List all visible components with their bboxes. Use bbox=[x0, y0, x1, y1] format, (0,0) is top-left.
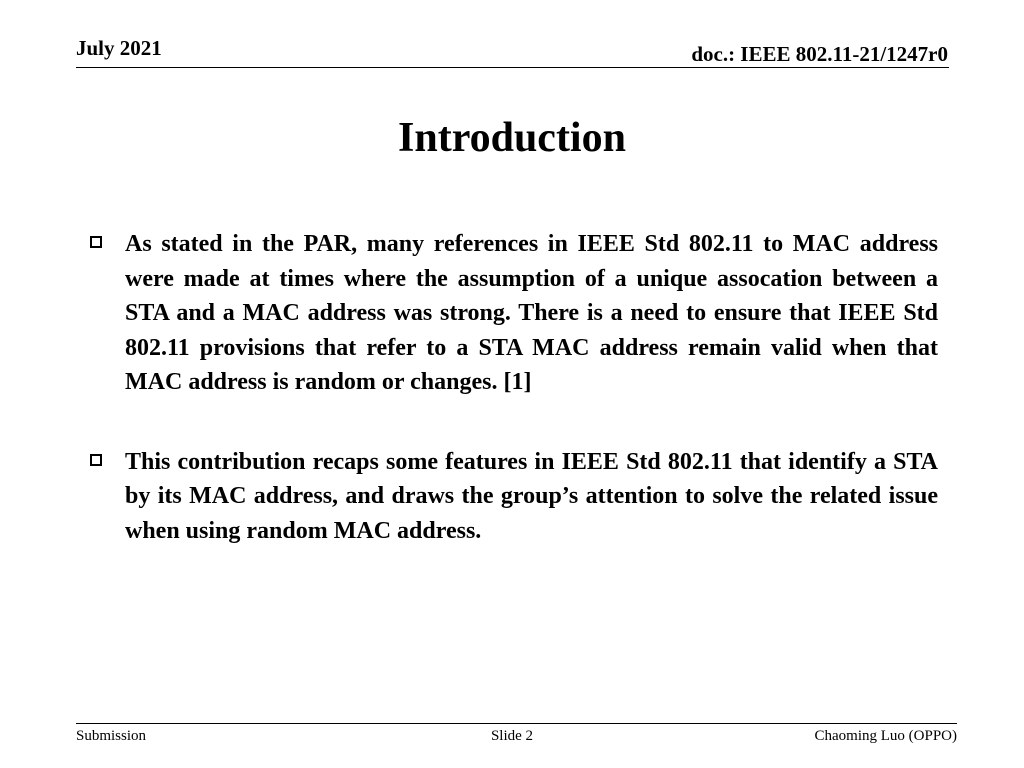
hollow-square-bullet-icon bbox=[90, 236, 102, 248]
bullet-text: This contribution recaps some features in IEEE Std 802.11 that identify a STA by its MAC address, and draws the group’s attention to solve the related issue when using random MAC address. bbox=[125, 448, 938, 544]
header-doc-id: doc.: IEEE 802.11-21/1247r0 bbox=[691, 42, 948, 66]
footer-author: Chaoming Luo (OPPO) bbox=[814, 728, 957, 744]
hollow-square-bullet-icon bbox=[90, 454, 102, 466]
bullet-item bbox=[90, 445, 938, 549]
bullet-list bbox=[90, 227, 938, 593]
bullet-text: As stated in the PAR, many references in IEEE Std 802.11 to MAC address were made at times where the assumption of a unique assocation between a STA and a MAC address was strong. There is a need to ensure that IEEE Std 802.11 provisions that refer to a STA MAC address remain valid when that MAC address is random or changes. [1] bbox=[125, 231, 938, 395]
footer-slide-number: Slide 2 bbox=[490, 728, 534, 744]
header-date: July 2021 bbox=[76, 36, 162, 60]
slide-title: Introduction bbox=[398, 115, 626, 161]
header-divider bbox=[76, 67, 949, 68]
footer-submission: Submission bbox=[76, 728, 147, 744]
footer-divider bbox=[76, 723, 957, 724]
bullet-item bbox=[90, 227, 938, 400]
